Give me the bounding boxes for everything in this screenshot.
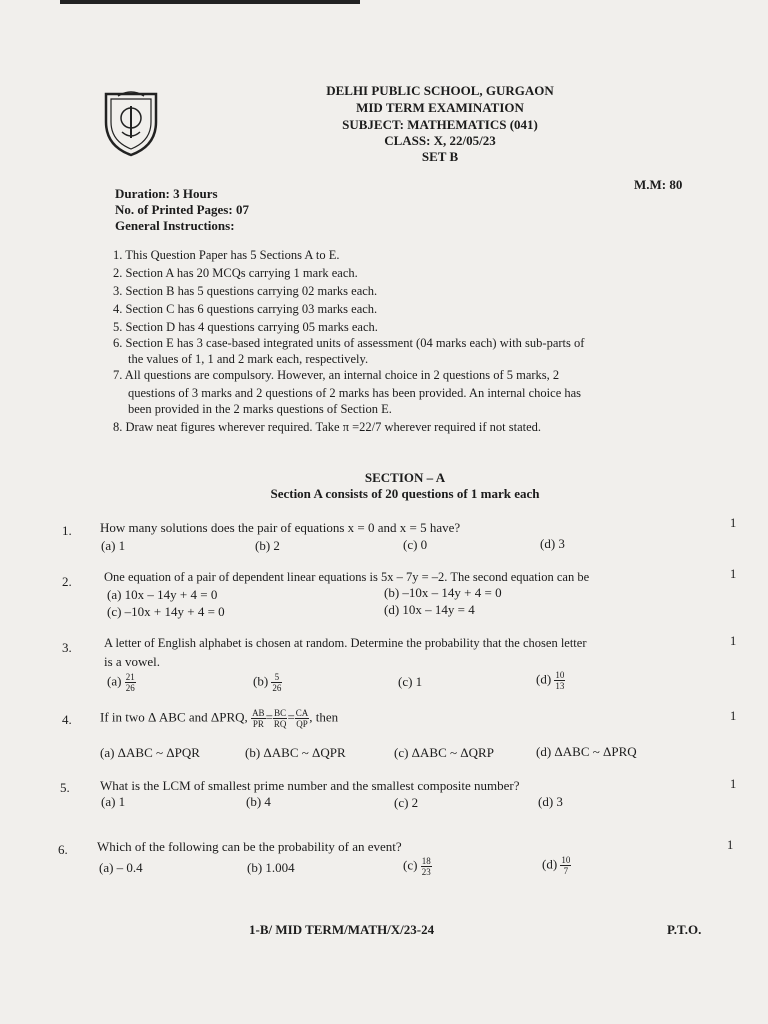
question-text-tail: then bbox=[315, 709, 339, 725]
paper-code: 1-B/ MID TERM/MATH/X/23-24 bbox=[249, 922, 435, 937]
question-mark: 1 bbox=[730, 567, 737, 581]
option-a: (a) – 0.4 bbox=[99, 860, 143, 875]
class-line: CLASS: X, 22/05/23 bbox=[384, 133, 496, 148]
question-text-lead: If in two Δ ABC and ΔPRQ, bbox=[100, 709, 248, 725]
question-mark: 1 bbox=[727, 838, 734, 852]
exam-title: MID TERM EXAMINATION bbox=[356, 100, 524, 115]
option-b: (b) 2 bbox=[255, 538, 280, 553]
option-b: (b) ΔABC ~ ΔQPR bbox=[245, 745, 346, 760]
question-number: 5. bbox=[60, 780, 70, 795]
school-name: DELHI PUBLIC SCHOOL, GURGAON bbox=[326, 83, 554, 98]
option-c bbox=[403, 856, 432, 877]
pto-label: P.T.O. bbox=[667, 922, 702, 937]
instruction-item-continued: been provided in the 2 marks questions of Section E. bbox=[128, 402, 392, 416]
numerator: AB bbox=[252, 708, 265, 718]
question-mark: 1 bbox=[730, 516, 737, 530]
question-text-continued: is a vowel. bbox=[104, 654, 160, 669]
option-label: (d) bbox=[536, 671, 552, 687]
fraction bbox=[273, 708, 288, 729]
fraction bbox=[295, 708, 310, 729]
option-d bbox=[542, 855, 571, 876]
numerator: 5 bbox=[271, 672, 282, 683]
option-a bbox=[107, 672, 136, 693]
question-mark: 1 bbox=[730, 709, 737, 723]
option-d: (d) 10x – 14y = 4 bbox=[384, 602, 475, 617]
question-text: A letter of English alphabet is chosen at random. Determine the probability that the chosen letter bbox=[104, 636, 587, 650]
fraction bbox=[421, 856, 432, 877]
instruction-item: 1. This Question Paper has 5 Sections A to E. bbox=[113, 248, 340, 262]
question-text: One equation of a pair of dependent linear equations is 5x – 7y = –2. The second equation can be bbox=[104, 570, 590, 584]
numerator: BC bbox=[274, 708, 287, 718]
question-mark: 1 bbox=[730, 777, 737, 791]
denominator: QP bbox=[296, 719, 308, 729]
question-text: If in two Δ ABC and ΔPRQ, $\frac{AB}{PR}$ = $\frac{BC}{RQ}$ = $\frac{CA}{QP}$ , then bbox=[100, 708, 339, 729]
numerator: 10 bbox=[555, 670, 565, 680]
printed-pages: No. of Printed Pages: 07 bbox=[115, 202, 249, 217]
fraction bbox=[251, 708, 266, 729]
denominator: 23 bbox=[421, 867, 431, 877]
option-c: (c) 2 bbox=[394, 795, 419, 810]
option-a: (a) 1 bbox=[101, 794, 126, 809]
top-border-line bbox=[60, 0, 360, 4]
option-d: (d) ΔABC ~ ΔPRQ bbox=[536, 744, 637, 759]
numerator: CA bbox=[295, 708, 309, 718]
question-number: 6. bbox=[58, 842, 68, 857]
denominator: PR bbox=[252, 719, 264, 729]
option-b: (b) 4 bbox=[246, 794, 271, 809]
option-label: (c) bbox=[403, 857, 418, 873]
option-label: (d) bbox=[542, 856, 558, 872]
option-d bbox=[536, 670, 565, 691]
option-a: (a) 1 bbox=[101, 538, 126, 553]
instruction-item: 3. Section B has 5 questions carrying 02 marks each. bbox=[113, 284, 378, 298]
option-label: (a) bbox=[107, 673, 122, 689]
question-text: Which of the following can be the probability of an event? bbox=[97, 839, 402, 854]
instruction-item: 7. All questions are compulsory. However, an internal choice in 2 questions of 5 marks, 2 bbox=[113, 368, 560, 382]
option-b: (b) –10x – 14y + 4 = 0 bbox=[384, 585, 502, 600]
option-b: (b) 1.004 bbox=[247, 860, 295, 875]
max-marks: M.M: 80 bbox=[634, 177, 683, 192]
question-number: 1. bbox=[62, 523, 72, 538]
section-subtitle: Section A consists of 20 questions of 1 mark each bbox=[270, 486, 540, 501]
question-number: 3. bbox=[62, 640, 72, 655]
instruction-item: 5. Section D has 4 questions carrying 05 marks each. bbox=[113, 320, 378, 334]
option-c: (c) –10x + 14y + 4 = 0 bbox=[107, 604, 225, 619]
denominator: 26 bbox=[272, 683, 282, 693]
option-c: (c) 1 bbox=[398, 674, 423, 689]
fraction bbox=[554, 670, 565, 691]
instruction-item: 6. Section E has 3 case-based integrated units of assessment (04 marks each) with sub-parts of bbox=[113, 336, 585, 350]
instruction-item: 2. Section A has 20 MCQs carrying 1 mark each. bbox=[113, 266, 358, 280]
option-c: (c) ΔABC ~ ΔQRP bbox=[394, 745, 494, 760]
option-d: (d) 3 bbox=[540, 536, 565, 551]
question-mark: 1 bbox=[730, 634, 737, 648]
instruction-item-continued: questions of 3 marks and 2 questions of 2 marks has been provided. An internal choice has bbox=[128, 386, 582, 400]
numerator: 21 bbox=[125, 672, 135, 682]
fraction bbox=[125, 672, 136, 693]
question-number: 4. bbox=[62, 712, 72, 727]
denominator: 26 bbox=[125, 683, 135, 693]
option-d: (d) 3 bbox=[538, 794, 563, 809]
denominator: 7 bbox=[563, 866, 569, 876]
school-crest-logo bbox=[100, 88, 162, 158]
duration: Duration: 3 Hours bbox=[115, 186, 218, 201]
question-text: How many solutions does the pair of equations x = 0 and x = 5 have? bbox=[100, 520, 461, 535]
instruction-item: 4. Section C has 6 questions carrying 03 marks each. bbox=[113, 302, 378, 316]
denominator: 13 bbox=[555, 681, 565, 691]
option-b bbox=[253, 672, 282, 693]
set-line: SET B bbox=[421, 149, 459, 164]
section-title: SECTION – A bbox=[364, 470, 446, 485]
option-a: (a) 10x – 14y + 4 = 0 bbox=[107, 587, 218, 602]
instruction-item: 8. Draw neat figures wherever required. Take π =22/7 wherever required if not stated. bbox=[113, 420, 542, 434]
option-label: (b) bbox=[253, 673, 269, 689]
option-a: (a) ΔABC ~ ΔPQR bbox=[100, 745, 200, 760]
numerator: 18 bbox=[421, 856, 431, 866]
question-text: What is the LCM of smallest prime number and the smallest composite number? bbox=[100, 778, 520, 793]
denominator: RQ bbox=[273, 719, 287, 729]
fraction bbox=[271, 672, 282, 693]
instruction-item-continued: the values of 1, 1 and 2 mark each, respectively. bbox=[128, 352, 369, 366]
question-number: 2. bbox=[62, 574, 72, 589]
subject-line: SUBJECT: MATHEMATICS (041) bbox=[342, 117, 538, 132]
fraction bbox=[560, 855, 571, 876]
instructions-heading: General Instructions: bbox=[115, 218, 235, 233]
option-c: (c) 0 bbox=[403, 537, 428, 552]
numerator: 10 bbox=[561, 855, 571, 865]
